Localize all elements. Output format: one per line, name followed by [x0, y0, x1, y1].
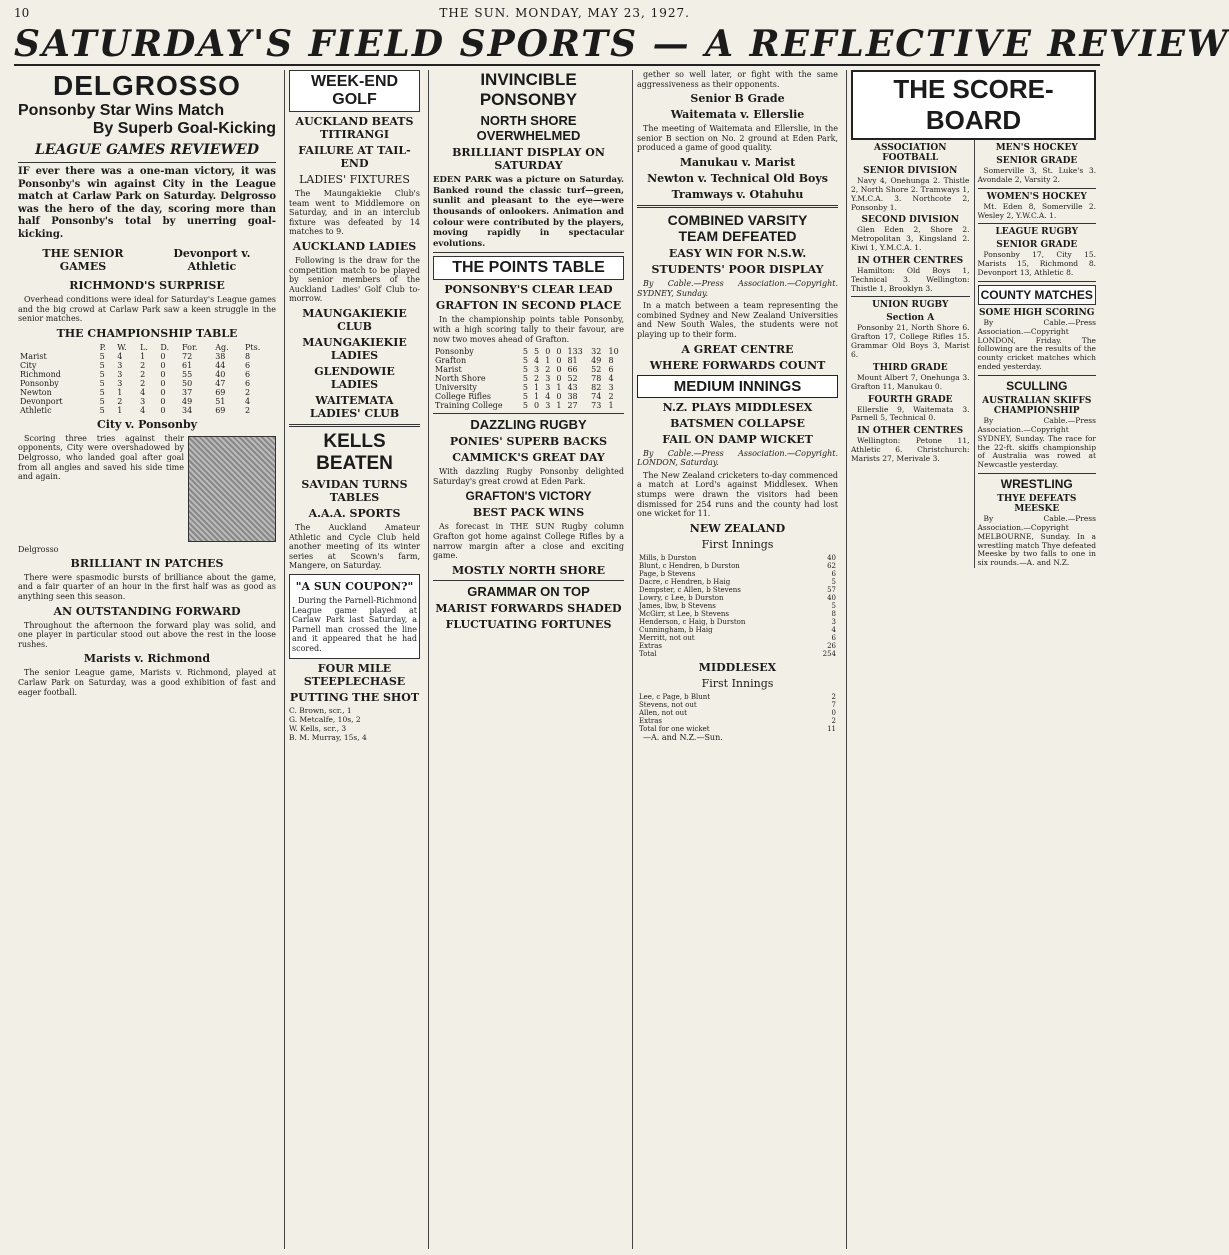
innings-byline: By Cable.—Press Association.—Copyright. LONDON, Saturday. — [637, 448, 838, 468]
dazzling-headline: DAZZLING RUGBY — [470, 417, 587, 433]
grafton-subhead: BEST PACK WINS — [472, 506, 585, 520]
league-para-5: The senior League game, Marists v. Richmond, played at Carlaw Park on Saturday, was a good exhibition of fast and eager football. — [18, 668, 276, 697]
other-centres-heading-2: IN OTHER CENTRES — [857, 426, 964, 437]
glendowie-heading: GLENDOWIE LADIES — [314, 364, 395, 391]
result-line: W. Kells, scr., 3 — [289, 724, 347, 734]
batting-row: Merritt, not out 6 — [639, 633, 836, 642]
section-a-heading: Section A — [886, 313, 935, 324]
delgrosso-lead: IF ever there was a one-man victory, it was Ponsonby's win against City in the League match at Carlaw Park on Saturday. Delgrosso was the hero of the day, scoring more than half Ponsonby's total by unerring goal-kicking. — [18, 166, 276, 240]
second-results: Glen Eden 2, Shore 2. Metropolitan 3, Kingsland 2. Kiwi 1, Y.M.C.A. 1. — [851, 225, 970, 253]
forwards-count-heading: WHERE FORWARDS COUNT — [649, 358, 826, 372]
fourth-grade-heading: FOURTH GRADE — [867, 394, 953, 405]
nz-middlesex-subhead: N.Z. PLAYS MIDDLESEX — [662, 400, 813, 414]
dazzling-subhead-1: PONIES' SUPERB BACKS — [449, 435, 608, 449]
league-para-2: Scoring three tries against their opponents, City were overshadowed by Delgrosso, who landed goal after goal from all angles and saved his side time and again. — [18, 433, 184, 482]
third-results: Mount Albert 7, Onehunga 3. Grafton 11, Manukau 0. — [851, 372, 970, 391]
table-row: Grafton 5 4 1 0 81 49 8 — [435, 356, 614, 366]
county-text: By Cable.—Press Association.—Copyright LONDON, Friday. The following are the results of the county cricket matches which ended yesterday. — [977, 317, 1096, 372]
table-row: City 5 3 2 0 61 44 6 — [20, 360, 251, 370]
batting-row: Dacre, c Hendren, b Haig 5 — [639, 577, 836, 586]
table-row: Devonport 5 2 3 0 49 51 4 — [20, 396, 251, 406]
grammar-headline: GRAMMAR ON TOP — [467, 583, 590, 599]
section-a-results: Ponsonby 21, North Shore 6. Grafton 17, College Rifles 15. Grammar Old Boys 3, Marist 6. — [851, 323, 970, 359]
golf-para-2: Following is the draw for the competition match to be played by senior members of the Auckland Ladies' Golf Club to-morrow. — [289, 255, 420, 304]
table-row: Marist 5 3 2 0 66 52 6 — [435, 365, 614, 375]
column-league — [14, 70, 280, 1249]
batting-row: Extras 26 — [639, 641, 836, 650]
combined-varsity-headline: COMBINED VARSITY — [667, 211, 808, 228]
batting-row: Henderson, c Haig, b Durston 3 — [639, 617, 836, 626]
maungakiekie-ladies-heading: MAUNGAKIEKIE LADIES — [302, 335, 407, 362]
sculling-text: By Cable.—Press Association.—Copyright SYDNEY, Sunday. The race for the 22-ft. skiffs championship of Australia was rowed at Newcastle yesterday. — [977, 415, 1096, 470]
high-scoring-subhead: SOME HIGH SCORING — [979, 307, 1095, 318]
table-row: Richmond 5 3 2 0 55 40 6 — [20, 369, 251, 379]
other-results: Hamilton: Old Boys 1, Technical 3. Wellington: Thistle 1, Brooklyn 3. — [851, 265, 970, 293]
senior-results: Navy 4, Onehunga 2. Thistle 2, North Shore 2. Tramways 1, Y.M.C.A. 3. Northcote 2, Ponsonby 1. — [851, 176, 970, 212]
medium-innings-headline: MEDIUM INNINGS — [637, 375, 838, 398]
golf-headline: WEEK-END GOLF — [289, 70, 420, 112]
other-centres-heading: IN OTHER CENTRES — [857, 255, 964, 266]
waitemata-ellerslie-heading: Waitemata v. Ellerslie — [670, 108, 805, 122]
brilliant-display-subhead: BRILLIANT DISPLAY ON SATURDAY — [452, 146, 605, 172]
womens-hockey-heading: WOMEN'S HOCKEY — [986, 191, 1087, 202]
senior-b-heading: Senior B Grade — [690, 92, 785, 106]
table-row: Ponsonby 5 5 0 0 133 32 10 — [435, 347, 619, 357]
batting-row: Allen, not out 0 — [639, 708, 836, 717]
middlesex-scorecard — [637, 693, 838, 733]
table-row: Athletic 5 1 4 0 34 69 2 — [20, 405, 251, 415]
league-rugby-heading: LEAGUE RUGBY — [995, 227, 1079, 238]
waitemata-heading: WAITEMATA LADIES' CLUB — [309, 393, 400, 420]
column-scoreboard — [846, 70, 1100, 1249]
table-row: University 5 1 3 1 43 82 3 — [435, 383, 614, 393]
innings-footer: —A. and N.Z.—Sun. — [643, 732, 723, 742]
photo-caption: Delgrosso — [18, 544, 59, 554]
table-row: Training College 5 0 3 1 27 73 1 — [435, 401, 614, 411]
mens-hockey-heading: MEN'S HOCKEY — [995, 143, 1078, 153]
sun-coupon-text: During the Parnell-Richmond League game played at Carlaw Park last Saturday, a Parnell man crossed the line and it appeared that he had scored. — [292, 595, 417, 653]
batting-row: Extras 2 — [639, 716, 836, 725]
fourth-results: Ellerslie 9, Waitemata 3. Parnell 5, Technical 0. — [851, 404, 970, 423]
union-rugby-heading: UNION RUGBY — [872, 300, 949, 311]
poor-display-subhead: STUDENTS' POOR DISPLAY — [651, 262, 824, 276]
first-innings-heading-2: First Innings — [701, 676, 774, 690]
eden-park-lead: EDEN PARK was a picture on Saturday. Banked round the classic turf—green, sunlit and pleasant to the eye—were thousands of onlookers. Animation and colour were contributed by the players, moving rapidly in spectacular evolutions. — [433, 175, 624, 249]
points-subhead-1: PONSONBY'S CLEAR LEAD — [444, 283, 613, 297]
table-row: North Shore 5 2 3 0 52 78 4 — [435, 374, 614, 384]
column-golf — [284, 70, 424, 1249]
batting-row: Stevens, not out 7 — [639, 700, 836, 709]
league-para-3: There were spasmodic bursts of brilliance about the game, and a fair quarter of an hour in the first half was as good as anything seen this season. — [18, 572, 276, 601]
total-row: Total for one wicket 11 — [639, 724, 836, 733]
shot-put-heading: PUTTING THE SHOT — [289, 691, 420, 705]
golf-subhead-2: FAILURE AT TAIL-END — [298, 144, 411, 170]
result-line: C. Brown, scr., 1 — [289, 706, 352, 716]
total-row: Total 254 — [639, 649, 836, 658]
scoreboard-headline: THE SCORE-BOARD — [851, 70, 1096, 140]
nz-heading: NEW ZEALAND — [689, 521, 786, 535]
varsity-byline: By Cable.—Press Association.—Copyright. SYDNEY, Sunday. — [637, 278, 838, 298]
league-results: Ponsonby 17, City 15. Marists 15, Richmond 8. Devonport 13, Athletic 8. — [977, 250, 1096, 278]
senior-b-para: The meeting of Waitemata and Ellerslie, in the senior B section on No. 2 ground at Eden Park, produced a game of good quality. — [637, 124, 838, 153]
outstanding-heading: AN OUTSTANDING FORWARD — [53, 604, 241, 618]
folio — [14, 4, 1100, 22]
manukau-marist-heading: Manukau v. Marist — [679, 155, 796, 169]
kells-subhead: SAVIDAN TURNS TABLES — [301, 477, 408, 504]
county-headline: COUNTY MATCHES — [978, 285, 1097, 305]
golf-subhead-1: AUCKLAND BEATS TITIRANGI — [295, 115, 414, 141]
league-kicker: LEAGUE GAMES REVIEWED — [35, 142, 259, 158]
nz-scorecard — [637, 554, 838, 658]
brilliant-heading: BRILLIANT IN PATCHES — [70, 556, 224, 570]
grafton-headline: GRAFTON'S VICTORY — [465, 489, 592, 504]
sun-coupon-box — [289, 574, 420, 660]
athletics-para: The Auckland Amateur Athletic and Cycle Club held another meeting of its winter series at Scown's farm, Mangere, on Saturday. — [289, 522, 420, 571]
great-centre-heading: A GREAT CENTRE — [681, 342, 794, 356]
city-ponsonby-heading: City v. Ponsonby — [96, 417, 198, 431]
batting-row: Page, b Stevens 6 — [639, 569, 836, 578]
points-subhead-2: GRAFTON IN SECOND PLACE — [435, 299, 622, 313]
first-innings-heading: First Innings — [701, 537, 774, 551]
table-row: Ponsonby 5 3 2 0 50 47 6 — [20, 378, 251, 388]
varsity-para: In a match between a team representing the combined Sydney and New Zealand Universities and New South Wales, the students were not playing up to their form. — [637, 301, 838, 339]
batting-row: Cunningham, b Haig 4 — [639, 625, 836, 634]
other-results-2: Wellington: Petone 11, Athletic 6. Christchurch: Marists 27, Merivale 3. — [851, 436, 970, 463]
grafton-para: As forecast in THE SUN Rugby column Grafton got home against College Rifles by a narrow margin after a close and exciting game. — [433, 522, 624, 561]
senior-division-heading: SENIOR DIVISION — [863, 166, 958, 176]
page-banner: SATURDAY'S FIELD SPORTS — A REFLECTIVE REVIEW — [14, 23, 1229, 65]
continued-para: gether so well later, or fight with the same aggressiveness as their opponents. — [637, 70, 838, 89]
sculling-headline: SCULLING — [1006, 378, 1068, 393]
page-number: 10 — [14, 6, 30, 20]
golf-subhead-3: LADIES' FIXTURES — [299, 173, 410, 186]
points-table-headline: THE POINTS TABLE — [433, 256, 624, 280]
batting-row: Blunt, c Hendren, b Durston 62 — [639, 561, 836, 570]
batting-row: McGirr, st Lee, b Stevens 8 — [639, 609, 836, 618]
wrestling-text: By Cable.—Press Association.—Copyright MELBOURNE, Sunday. In a wrestling match Thye defeated Meeske by two falls to one in six rounds.—A. and N.Z. — [977, 514, 1096, 568]
middlesex-heading: MIDDLESEX — [698, 660, 777, 674]
golf-para-1: The Maungakiekie Club's team went to Middlemore on Saturday, and in an interclub fixture was defeated by 14 matches to 9. — [289, 189, 420, 237]
womens-results: Mt. Eden 8, Somerville 2. Wesley 2, Y.W.C.A. 1. — [977, 201, 1096, 220]
points-para: In the championship points table Ponsonby, with a high scoring tally to their favour, are now two moves ahead of Grafton. — [433, 315, 624, 344]
innings-para: The New Zealand cricketers to-day commenced a match at Lord's against Middlesex. When stumps were drawn the visitors had been dismissed for 254 runs and the county had lost one wicket for 11. — [637, 470, 838, 519]
mens-results: Somerville 3, St. Luke's 3. Avondale 2, Varsity 2. — [977, 166, 1096, 184]
sun-coupon-title: "A SUN COUPON?" — [295, 579, 414, 593]
delgrosso-subhead-1: Ponsonby Star Wins Match — [18, 102, 225, 119]
richmond-heading: RICHMOND'S SURPRISE — [69, 279, 225, 292]
easy-win-subhead: EASY WIN FOR N.S.W. — [668, 246, 807, 260]
batting-row: Mills, b Durston 40 — [639, 553, 836, 562]
league-para-4: Throughout the afternoon the forward play was solid, and one player in particular stood out above the rest in the loose rushes. — [18, 620, 276, 649]
aaa-subhead: A.A.A. SPORTS — [308, 506, 401, 520]
table-row: College Rifles 5 1 4 0 38 74 2 — [435, 392, 614, 402]
damp-wicket-subhead: FAIL ON DAMP WICKET — [662, 432, 813, 446]
batting-row: Lowry, c Lee, b Durston 40 — [639, 593, 836, 602]
marists-heading: Marists v. Richmond — [83, 652, 211, 666]
delgrosso-subhead-2: By Superb Goal-Kicking — [92, 120, 276, 137]
dazzling-para: With dazzling Rugby Ponsonby delighted Saturday's great crowd at Eden Park. — [433, 467, 624, 486]
batting-row: Lee, c Page, b Blunt 2 — [639, 692, 836, 701]
kells-headline: KELLS BEATEN — [316, 430, 393, 474]
delgrosso-headline: DELGROSSO — [53, 70, 241, 101]
senior-games-heading: THE SENIOR GAMES — [42, 247, 124, 273]
championship-table — [18, 343, 276, 415]
batting-row: Dempster, c Allen, b Stevens 57 — [639, 585, 836, 594]
devonport-heading: Devonport v. Athletic — [173, 247, 251, 273]
table-header-row: P. W. L. D. For. Ag. Pts. — [99, 342, 261, 352]
column-senior-b — [632, 70, 842, 1249]
table-row: Marist 5 4 1 0 72 38 8 — [20, 351, 251, 361]
result-line: G. Metcalfe, 10s, 2 — [289, 715, 361, 725]
north-shore-headline: NORTH SHORE OVERWHELMED — [476, 113, 581, 143]
dazzling-subhead-2: CAMMICK'S GREAT DAY — [452, 451, 605, 465]
second-division-heading: SECOND DIVISION — [861, 215, 959, 226]
result-line: B. M. Murray, 15s, 4 — [289, 733, 367, 742]
tramways-heading: Tramways v. Otahuhu — [671, 187, 804, 201]
wrestling-headline: WRESTLING — [1000, 477, 1073, 492]
batsmen-collapse-subhead: BATSMEN COLLAPSE — [670, 416, 805, 430]
mostly-north-shore-heading: MOSTLY NORTH SHORE — [451, 563, 606, 577]
thye-subhead: THYE DEFEATS MEESKE — [997, 494, 1077, 515]
association-heading: ASSOCIATION FOOTBALL — [874, 143, 947, 163]
third-grade-heading: THIRD GRADE — [872, 362, 948, 373]
championship-table-heading: THE CHAMPIONSHIP TABLE — [56, 326, 238, 340]
invincible-headline: INVINCIBLE PONSONBY — [479, 70, 578, 109]
points-table — [433, 347, 624, 410]
newton-heading: Newton v. Technical Old Boys — [647, 171, 828, 185]
league-para-1: Overhead conditions were ideal for Saturday's League games and the big crowd at Carlaw Park saw a keen struggle in the senior matches. — [18, 295, 276, 324]
auckland-ladies-heading: AUCKLAND LADIES — [292, 239, 417, 253]
steeplechase-heading: FOUR MILE STEEPLECHASE — [303, 662, 406, 689]
batting-row: James, lbw, b Stevens 5 — [639, 601, 836, 610]
grammar-subhead-2: FLUCTUATING FORTUNES — [445, 617, 612, 631]
paper-dateline: THE SUN. MONDAY, MAY 23, 1927. — [439, 6, 690, 20]
column-rugby — [428, 70, 628, 1249]
skiffs-subhead: AUSTRALIAN SKIFFS CHAMPIONSHIP — [982, 395, 1092, 416]
table-row: Newton 5 1 4 0 37 69 2 — [20, 387, 251, 397]
team-defeated-headline: TEAM DEFEATED — [678, 227, 797, 244]
grammar-subhead-1: MARIST FORWARDS SHADED — [435, 601, 622, 615]
league-senior-heading: SENIOR GRADE — [996, 240, 1078, 251]
maungakiekie-club-heading: MAUNGAKIEKIE CLUB — [302, 306, 407, 333]
delgrosso-photo — [188, 436, 276, 542]
senior-grade-heading: SENIOR GRADE — [996, 156, 1078, 166]
